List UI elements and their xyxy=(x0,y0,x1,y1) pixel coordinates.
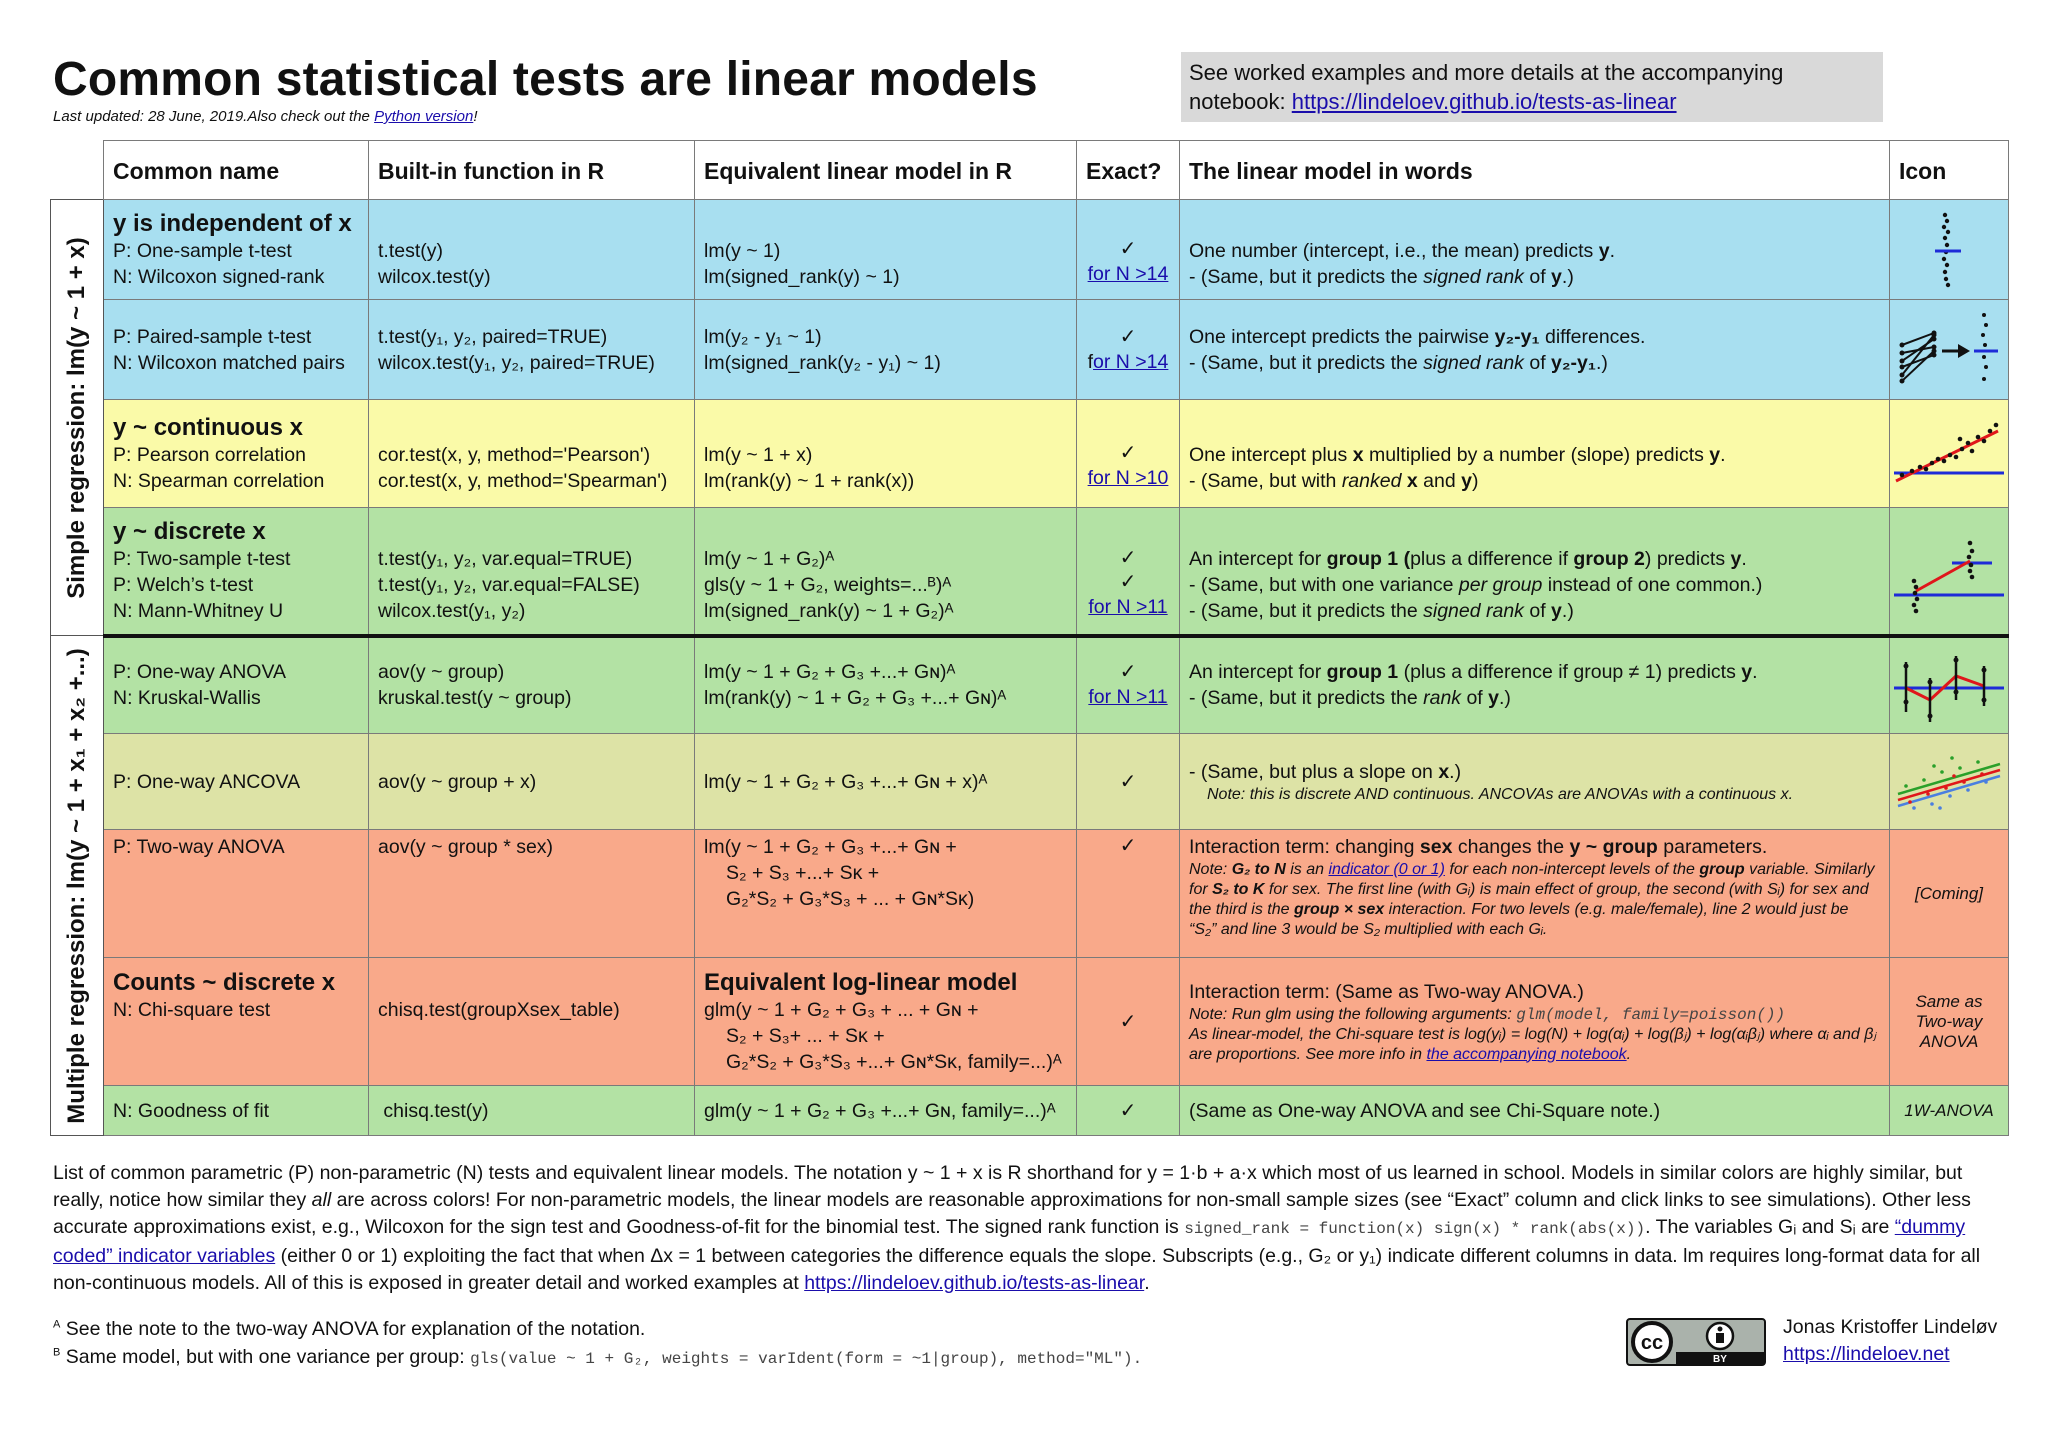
builtin-fn: t.test(y₁, y₂, paired=TRUE) xyxy=(378,325,608,348)
cc-by-license-icon[interactable] xyxy=(1626,1318,1766,1366)
linear-model: G₂*S₂ + G₃*S₃ +...+ Gɴ*Sᴋ, family=...)ᴬ xyxy=(726,1050,1062,1073)
test-name: N: Spearman correlation xyxy=(113,469,325,492)
group-title: y ~ discrete x xyxy=(113,517,266,545)
builtin-cell xyxy=(369,400,695,508)
builtin-cell xyxy=(369,636,695,734)
notebook-note xyxy=(1181,52,1883,122)
signed-rank-code: signed_rank = function(x) sign(x) * rank(abs(x)) xyxy=(1184,1220,1646,1238)
exact-cell xyxy=(1077,1086,1180,1136)
words-bold: y₂-y₁ xyxy=(1494,325,1540,348)
linear-model: lm(y ~ 1 + G₂)ᴬ xyxy=(704,547,835,570)
cc-badge-graphic xyxy=(1626,1318,1766,1366)
words-line xyxy=(1189,264,1880,290)
words-text: ) xyxy=(1471,469,1479,492)
note-text: . xyxy=(1626,1045,1632,1063)
words-text: .) xyxy=(1561,599,1574,622)
anova-groups-icon xyxy=(1892,642,2006,728)
words-bold: y₂-y₁ xyxy=(1551,351,1596,374)
test-name: P: Two-sample t-test xyxy=(113,547,291,570)
table-row xyxy=(51,830,2009,958)
updated-suffix: ! xyxy=(473,108,478,125)
words-bold: group 1 xyxy=(1326,661,1399,684)
words-text: An intercept for xyxy=(1189,547,1327,570)
name-cell xyxy=(104,636,369,734)
words-text: (plus a difference if group ≠ 1) predicts xyxy=(1398,661,1742,684)
footnote-mark: B xyxy=(53,1346,61,1359)
words-bold: y xyxy=(1730,547,1742,570)
words-cell xyxy=(1180,636,1890,734)
words-bold: y xyxy=(1598,239,1610,262)
check-mark: ✓ xyxy=(1119,1010,1137,1033)
group-title: y ~ continuous x xyxy=(113,413,304,441)
note-text: variable. Similarly for xyxy=(1189,861,1875,898)
scatter-regression-icon xyxy=(1892,409,2006,499)
table-row xyxy=(51,1086,2009,1136)
author-name: Jonas Kristoffer Lindeløv xyxy=(1783,1316,1998,1338)
words-text: - (Same, but with xyxy=(1189,469,1342,492)
builtin-fn: chisq.test(y) xyxy=(378,1099,489,1122)
linear-model: lm(signed_rank(y₂ - y₁) ~ 1) xyxy=(704,351,941,374)
note-text: is an xyxy=(1285,861,1329,878)
words-cell xyxy=(1180,300,1890,400)
words-bold: sex xyxy=(1419,836,1453,858)
words-cell xyxy=(1180,734,1890,830)
footer-text: . xyxy=(1144,1272,1150,1294)
dot-mean-icon xyxy=(1899,205,1999,295)
words-text: . xyxy=(1720,443,1726,466)
table-row xyxy=(51,300,2009,400)
spacer xyxy=(113,1023,359,1075)
exact-cell xyxy=(1077,200,1180,300)
test-name: P: Welch’s t-test xyxy=(113,573,254,596)
words-line xyxy=(1189,442,1880,468)
table-row xyxy=(51,200,2009,300)
note-text: Note: Run glm using the following arguments: xyxy=(1189,1005,1517,1023)
words-line xyxy=(1189,834,1880,860)
linear-cell xyxy=(695,508,1077,636)
words-text: - (Same, but it predicts the xyxy=(1189,599,1424,622)
exact-cell xyxy=(1077,300,1180,400)
exact-cell xyxy=(1077,636,1180,734)
linear-model: S₂ + S₃+ ... + Sᴋ + xyxy=(726,1024,885,1047)
icon-cell xyxy=(1890,958,2009,1086)
words-line xyxy=(1189,572,1880,598)
test-name: P: One-way ANCOVA xyxy=(113,770,301,793)
check-mark: ✓ xyxy=(1119,325,1137,348)
words-text: . xyxy=(1609,239,1615,262)
words-text: and xyxy=(1417,469,1462,492)
words-text: instead of one common.) xyxy=(1542,573,1763,596)
words-italic: signed rank xyxy=(1423,599,1524,622)
exact-cell xyxy=(1077,508,1180,636)
footer-description xyxy=(53,1160,2013,1297)
name-cell xyxy=(104,200,369,300)
test-name: P: One-sample t-test xyxy=(113,239,292,262)
exact-link-wrap xyxy=(1088,351,1169,373)
builtin-fn: kruskal.test(y ~ group) xyxy=(378,687,572,710)
exact-cell xyxy=(1077,400,1180,508)
linear-model: G₂*S₂ + G₃*S₃ + ... + Gɴ*Sᴋ) xyxy=(726,888,975,910)
builtin-cell xyxy=(369,200,695,300)
linear-model: lm(y ~ 1 + x) xyxy=(704,443,813,466)
words-text: changes the xyxy=(1452,836,1570,858)
words-line xyxy=(1189,598,1880,624)
words-bold: y xyxy=(1461,469,1472,492)
exact-link[interactable]: for N >11 xyxy=(1088,686,1168,709)
side-label-simple xyxy=(51,200,104,636)
words-bold: group 1 ( xyxy=(1326,547,1411,570)
notebook-link[interactable]: https://lindeloev.github.io/tests-as-linear xyxy=(1291,89,1677,114)
words-text: - (Same, but it predicts the xyxy=(1189,351,1424,374)
test-name: N: Wilcoxon matched pairs xyxy=(113,351,345,374)
linear-model: lm(rank(y) ~ 1 + G₂ + G₃ +...+ Gɴ)ᴬ xyxy=(704,687,1007,710)
builtin-cell xyxy=(369,508,695,636)
words-bold: y xyxy=(1709,443,1721,466)
words-line: Interaction term: (Same as Two-way ANOVA.) xyxy=(1189,980,1584,1003)
notebook-note-text: See worked examples and more details at the accompanying notebook: xyxy=(1189,60,1784,114)
words-line xyxy=(1189,238,1880,264)
words-cell xyxy=(1180,508,1890,636)
icon-text: 1W-ANOVA xyxy=(1904,1100,1994,1120)
two-group-icon xyxy=(1892,521,2006,621)
tests-table xyxy=(50,140,2009,1136)
paired-lines-icon xyxy=(1894,305,2004,395)
check-mark: ✓ xyxy=(1119,661,1137,684)
test-name: N: Kruskal-Wallis xyxy=(113,687,261,710)
name-cell xyxy=(104,830,369,958)
exact-link[interactable]: for N >10 xyxy=(1087,466,1169,489)
words-text: of xyxy=(1461,687,1489,710)
note-text: for sex. The first line (with Gᵢ) is main effect of group, the second (with Sᵢ) for sex and the third is the xyxy=(1189,881,1869,918)
words-text: of xyxy=(1523,351,1552,374)
linear-cell xyxy=(695,200,1077,300)
builtin-cell xyxy=(369,958,695,1086)
col-header-builtin: Built-in function in R xyxy=(369,141,695,200)
words-italic: rank xyxy=(1423,687,1462,710)
words-text: of xyxy=(1523,265,1552,288)
linear-model: glm(y ~ 1 + G₂ + G₃ +...+ Gɴ, family=...)ᴬ xyxy=(704,1099,1056,1122)
group-title: y is independent of x xyxy=(113,209,352,237)
test-name: N: Wilcoxon signed-rank xyxy=(113,265,325,288)
builtin-cell xyxy=(369,300,695,400)
linear-model: lm(rank(y) ~ 1 + rank(x)) xyxy=(704,469,915,492)
words-cell xyxy=(1180,830,1890,958)
words-bold: y xyxy=(1741,661,1753,684)
last-updated xyxy=(53,108,477,125)
name-cell xyxy=(104,734,369,830)
exact-link-prefix: f xyxy=(1087,350,1094,373)
builtin-fn: wilcox.test(y) xyxy=(378,265,491,288)
linear-cell xyxy=(695,1086,1077,1136)
col-header-exact: Exact? xyxy=(1077,141,1180,200)
words-text: - (Same, but plus a slope on xyxy=(1189,760,1439,783)
builtin-fn: cor.test(x, y, method='Pearson') xyxy=(378,443,651,466)
words-text: differences. xyxy=(1539,325,1646,348)
builtin-fn: t.test(y₁, y₂, var.equal=FALSE) xyxy=(378,573,640,596)
check-mark: ✓ xyxy=(1119,570,1137,593)
footer-italic: all xyxy=(311,1189,332,1211)
check-mark: ✓ xyxy=(1119,1099,1137,1122)
name-cell xyxy=(104,1086,369,1136)
linear-model: lm(signed_rank(y) ~ 1) xyxy=(704,265,900,288)
words-text: of xyxy=(1523,599,1552,622)
cc-label: cc xyxy=(1640,1332,1664,1354)
icon-text: Same as xyxy=(1915,991,1983,1011)
words-cell xyxy=(1180,1086,1890,1136)
linear-model: lm(y ~ 1) xyxy=(704,239,781,262)
updated-text: Last updated: 28 June, 2019.Also check out the xyxy=(53,108,375,125)
icon-cell xyxy=(1890,200,2009,300)
note-text: interaction. For two levels (e.g. male/female), line 2 would just be “S₂” and line 3 would be S₂ multiplied with each Gᵢ. xyxy=(1189,901,1849,938)
gls-code: gls(value ~ 1 + G₂, weights = varIdent(form = ~1|group), method="ML"). xyxy=(470,1350,1143,1368)
test-name: N: Chi-square test xyxy=(113,998,271,1021)
exact-cell xyxy=(1077,958,1180,1086)
words-line xyxy=(1189,759,1880,785)
builtin-fn: aov(y ~ group) xyxy=(378,661,505,684)
name-cell xyxy=(104,508,369,636)
table-row xyxy=(51,734,2009,830)
chi-square-note xyxy=(1189,1005,1880,1065)
words-bold: y xyxy=(1551,599,1562,622)
builtin-cell xyxy=(369,830,695,958)
footnote-text: Same model, but with one variance per group: xyxy=(60,1346,471,1368)
corner-cell xyxy=(51,141,104,200)
accompanying-notebook-link[interactable]: the accompanying notebook xyxy=(1426,1045,1627,1063)
words-bold: x xyxy=(1438,760,1450,783)
note-bold: S₂ to K xyxy=(1212,881,1265,898)
linear-model: S₂ + S₃ +...+ Sᴋ + xyxy=(726,862,880,884)
table-row xyxy=(51,636,2009,734)
linear-cell xyxy=(695,400,1077,508)
exact-cell xyxy=(1077,830,1180,958)
test-name: N: Mann-Whitney U xyxy=(113,599,284,622)
check-mark: ✓ xyxy=(1119,835,1137,857)
icon-cell xyxy=(1890,636,2009,734)
words-text: .) xyxy=(1449,760,1462,783)
icon-cell xyxy=(1890,400,2009,508)
name-cell xyxy=(104,400,369,508)
words-cell xyxy=(1180,400,1890,508)
col-header-name: Common name xyxy=(104,141,369,200)
words-text: ) predicts xyxy=(1644,547,1731,570)
icon-cell xyxy=(1890,300,2009,400)
linear-cell xyxy=(695,958,1077,1086)
dummy-coded-link[interactable]: “dummy coded” indicator variables xyxy=(53,1216,1966,1267)
words-text: .) xyxy=(1595,351,1608,374)
words-text: An intercept for xyxy=(1189,661,1327,684)
builtin-cell xyxy=(369,1086,695,1136)
python-version-link[interactable]: Python version xyxy=(374,108,474,125)
words-line xyxy=(1189,659,1880,685)
col-header-words: The linear model in words xyxy=(1180,141,1890,200)
words-text: - (Same, but it predicts the xyxy=(1189,265,1424,288)
coming-label: [Coming] xyxy=(1914,883,1984,903)
check-mark: ✓ xyxy=(1119,441,1137,464)
footer-text: (either 0 or 1) exploiting the fact that when Δx = 1 between categories the difference equals the slope. Subscripts (e.g., G₂ or y₁) indicate different columns in data. lm requires long-format data for all non-continuous models. All of this is exposed in greater detail and worked examples at xyxy=(53,1245,1981,1294)
words-italic: signed rank xyxy=(1423,265,1524,288)
builtin-fn: cor.test(x, y, method='Spearman') xyxy=(378,469,668,492)
words-line xyxy=(1189,350,1880,376)
note-bold: group × sex xyxy=(1293,901,1385,918)
note-text: Note: xyxy=(1189,861,1232,878)
linear-model: lm(y ~ 1 + G₂ + G₃ +...+ Gɴ)ᴬ xyxy=(704,661,956,684)
check-mark: ✓ xyxy=(1119,770,1137,793)
ancova-icon xyxy=(1894,742,2004,822)
group-title: Counts ~ discrete x xyxy=(113,968,336,996)
spacer xyxy=(378,1023,685,1075)
test-name: P: Pearson correlation xyxy=(113,443,306,466)
words-italic: per group xyxy=(1458,573,1543,596)
words-italic: ranked xyxy=(1341,469,1402,492)
words-text: . xyxy=(1741,547,1747,570)
words-bold: x xyxy=(1352,443,1364,466)
two-way-note xyxy=(1189,860,1880,940)
builtin-fn: t.test(y₁, y₂, var.equal=TRUE) xyxy=(378,547,633,570)
linear-model: glm(y ~ 1 + G₂ + G₃ + ... + Gɴ + xyxy=(704,998,979,1021)
words-text: Interaction term: changing xyxy=(1189,836,1420,858)
words-bold: y ~ group xyxy=(1569,836,1658,858)
footer-text: . The variables Gᵢ and Sᵢ are xyxy=(1645,1216,1895,1238)
exact-link[interactable]: for N >14 xyxy=(1087,262,1169,285)
words-text: .) xyxy=(1499,687,1511,710)
footnote-mark: A xyxy=(53,1318,61,1331)
exact-cell xyxy=(1077,734,1180,830)
note-code: glm(model, family=poisson()) xyxy=(1516,1005,1786,1024)
linear-model: lm(y₂ - y₁ ~ 1) xyxy=(704,325,822,348)
log-linear-heading: Equivalent log-linear model xyxy=(704,968,1018,996)
linear-cell xyxy=(695,300,1077,400)
check-mark: ✓ xyxy=(1119,546,1137,569)
words-text: multiplied by a number (slope) predicts xyxy=(1363,443,1710,466)
icon-text: Two-way xyxy=(1915,1011,1983,1031)
words-bold: y xyxy=(1551,265,1562,288)
words-bold: x xyxy=(1406,469,1418,492)
icon-cell xyxy=(1890,508,2009,636)
exact-link[interactable]: for N >11 xyxy=(1088,595,1168,618)
linear-cell xyxy=(695,734,1077,830)
by-label: BY xyxy=(1713,1354,1727,1365)
linear-cell xyxy=(695,830,1077,958)
icon-cell xyxy=(1890,734,2009,830)
words-text: One number (intercept, i.e., the mean) predicts xyxy=(1189,239,1599,262)
author-block xyxy=(1783,1314,1997,1368)
note-text: As linear-model, the Chi-square test is log(yᵢ) = log(N) + log(αᵢ) + log(βⱼ) + log(αᵢβⱼ) where αᵢ and βⱼ are proportions. See more info in xyxy=(1189,1025,1877,1063)
name-cell xyxy=(104,958,369,1086)
side-label-simple-text: Simple regression: lm(y ~ 1 + x) xyxy=(63,236,90,599)
footnote-b xyxy=(53,1346,1142,1369)
builtin-fn: wilcox.test(y₁, y₂, paired=TRUE) xyxy=(378,351,655,374)
words-bold: group 2 xyxy=(1573,547,1645,570)
icon-text: ANOVA xyxy=(1919,1031,1979,1051)
test-name: N: Goodness of fit xyxy=(113,1099,270,1122)
page-title: Common statistical tests are linear models xyxy=(53,53,1038,106)
check-mark: ✓ xyxy=(1119,237,1137,260)
ancova-note: Note: this is discrete AND continuous. ANCOVAs are ANOVAs with a continuous x. xyxy=(1207,785,1794,803)
words-cell xyxy=(1180,200,1890,300)
table-row xyxy=(51,958,2009,1086)
words-cell xyxy=(1180,958,1890,1086)
col-header-linear: Equivalent linear model in R xyxy=(695,141,1077,200)
words-line xyxy=(1189,685,1880,711)
words-text: One intercept predicts the pairwise xyxy=(1189,325,1495,348)
indicator-link[interactable]: indicator (0 or 1) xyxy=(1328,861,1445,878)
exact-link[interactable]: or N >14 xyxy=(1093,350,1169,373)
icon-cell xyxy=(1890,830,2009,958)
words-line xyxy=(1189,546,1880,572)
note-text: for each non-intercept levels of the xyxy=(1444,861,1700,878)
name-cell xyxy=(104,300,369,400)
builtin-fn: t.test(y) xyxy=(378,239,444,262)
note-bold: G₂ to N xyxy=(1231,861,1286,878)
words-text: - (Same, but it predicts the xyxy=(1189,687,1424,710)
linear-model: lm(y ~ 1 + G₂ + G₃ +...+ Gɴ + xyxy=(704,836,957,858)
linear-model: lm(signed_rank(y) ~ 1 + G₂)ᴬ xyxy=(704,599,954,622)
words-line xyxy=(1189,324,1880,350)
header-row xyxy=(51,141,2009,200)
builtin-fn: aov(y ~ group * sex) xyxy=(378,836,554,858)
words-text: .) xyxy=(1561,265,1574,288)
linear-model: lm(y ~ 1 + G₂ + G₃ +...+ Gɴ + x)ᴬ xyxy=(704,770,988,793)
test-name: P: Paired-sample t-test xyxy=(113,325,312,348)
footer-text: are across colors! For non-parametric models, the linear models are reasonable approximations for non-small sample sizes (see “Exact” column and click links to see simulations). Other less accurate approximations exist, e.g., Wilcoxon for the sign test and Goodness-of-fit for the binomial test. The signed rank function is xyxy=(53,1189,1971,1238)
words-bold: y xyxy=(1488,687,1500,710)
note-bold: group xyxy=(1699,861,1745,878)
footer-text: List of common parametric (P) non-parametric (N) tests and equivalent linear models. The notation y ~ 1 + x is R shorthand for y = 1·b + a·x which most of us learned in school. Models in similar colors are highly similar, but really, notice how similar they xyxy=(53,1162,1963,1211)
test-name: P: Two-way ANOVA xyxy=(113,836,285,858)
side-label-multiple xyxy=(51,636,104,1136)
words-line: (Same as One-way ANOVA and see Chi-Square note.) xyxy=(1189,1099,1661,1122)
builtin-fn: aov(y ~ group + x) xyxy=(378,770,537,793)
builtin-fn: wilcox.test(y₁, y₂) xyxy=(378,599,526,622)
words-text: plus a difference if xyxy=(1410,547,1574,570)
words-text: - (Same, but with one variance xyxy=(1189,573,1459,596)
author-website-link[interactable]: https://lindeloev.net xyxy=(1783,1343,1950,1365)
side-label-multiple-text: Multiple regression: lm(y ~ 1 + x₁ + x₂ +...) xyxy=(63,647,90,1124)
words-text: . xyxy=(1752,661,1758,684)
icon-cell xyxy=(1890,1086,2009,1136)
tests-as-linear-link[interactable]: https://lindeloev.github.io/tests-as-linear xyxy=(804,1272,1145,1294)
words-italic: signed rank xyxy=(1423,351,1524,374)
words-line xyxy=(1189,468,1880,494)
words-text: parameters. xyxy=(1657,836,1768,858)
col-header-icon: Icon xyxy=(1890,141,2009,200)
words-text: One intercept plus xyxy=(1189,443,1353,466)
test-name: P: One-way ANOVA xyxy=(113,661,287,684)
linear-cell xyxy=(695,636,1077,734)
footnote-a xyxy=(53,1318,645,1341)
footnote-text: See the note to the two-way ANOVA for explanation of the notation. xyxy=(60,1318,646,1340)
builtin-fn: chisq.test(groupXsex_table) xyxy=(378,998,620,1021)
linear-model: gls(y ~ 1 + G₂, weights=...ᴮ)ᴬ xyxy=(704,573,952,596)
table-row xyxy=(51,400,2009,508)
builtin-cell xyxy=(369,734,695,830)
table-row xyxy=(51,508,2009,636)
